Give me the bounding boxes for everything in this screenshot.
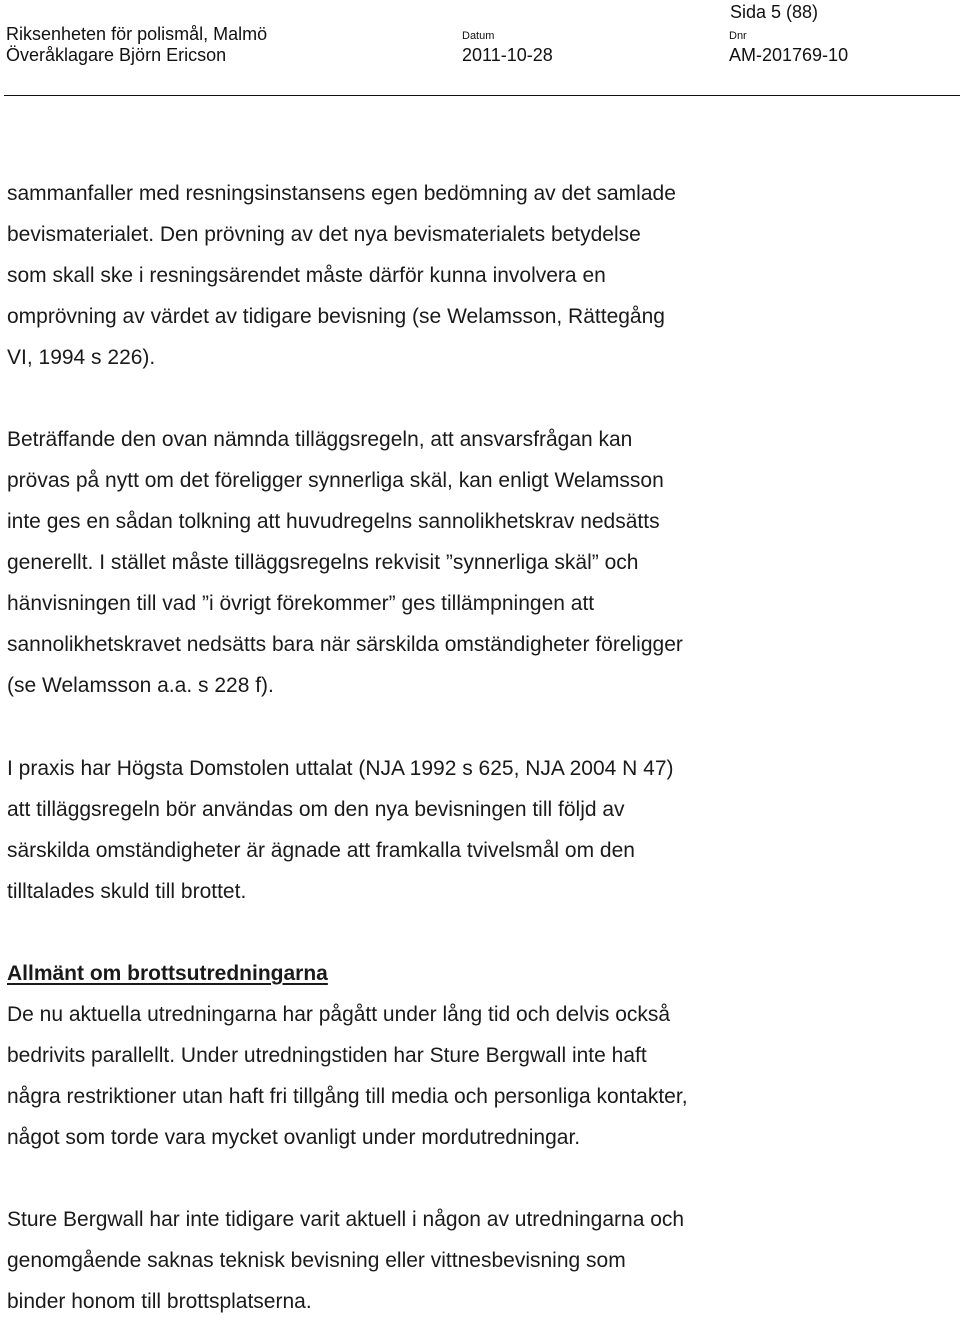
text-line: tilltalades skuld till brottet. bbox=[7, 880, 247, 903]
organization-name: Riksenheten för polismål, Malmö bbox=[6, 24, 268, 44]
text-line: hänvisningen till vad ”i övrigt förekommer” ges tillämpningen att bbox=[7, 592, 595, 615]
text-line: I praxis har Högsta Domstolen uttalat (NJA 1992 s 625, NJA 2004 N 47) bbox=[7, 757, 674, 780]
text-line: De nu aktuella utredningarna har pågått under lång tid och delvis också bbox=[7, 1003, 671, 1026]
text-line: att tilläggsregeln bör användas om den nya bevisningen till följd av bbox=[7, 798, 625, 821]
text-line: binder honom till brottsplatserna. bbox=[7, 1290, 312, 1313]
text-line: särskilda omständigheter är ägnade att framkalla tvivelsmål om den bbox=[7, 839, 635, 862]
paragraph-4 bbox=[7, 994, 957, 1158]
paragraph-5 bbox=[7, 1199, 957, 1322]
date-label: Datum bbox=[462, 30, 495, 42]
author-name: Överåklagare Björn Ericson bbox=[6, 45, 227, 65]
text-line: prövas på nytt om det föreligger synnerliga skäl, kan enligt Welamsson bbox=[7, 469, 664, 492]
dnr-value: AM-201769-10 bbox=[729, 45, 849, 65]
text-line: (se Welamsson a.a. s 228 f). bbox=[7, 674, 274, 697]
paragraph-3 bbox=[7, 748, 957, 912]
header-divider bbox=[4, 95, 960, 96]
text-line: genomgående saknas teknisk bevisning eller vittnesbevisning som bbox=[7, 1249, 626, 1272]
section-heading: Allmänt om brottsutredningarna bbox=[7, 962, 328, 985]
text-line: bevismaterialet. Den prövning av det nya bevismaterialets betydelse bbox=[7, 223, 641, 246]
text-line: några restriktioner utan haft fri tillgång till media och personliga kontakter, bbox=[7, 1085, 688, 1108]
text-line: omprövning av värdet av tidigare bevisning (se Welamsson, Rättegång bbox=[7, 305, 665, 328]
text-line: sammanfaller med resningsinstansens egen bedömning av det samlade bbox=[7, 182, 676, 205]
text-line: Beträffande den ovan nämnda tilläggsregeln, att ansvarsfrågan kan bbox=[7, 428, 633, 451]
page-number: Sida 5 (88) bbox=[730, 2, 819, 22]
paragraph-2 bbox=[7, 419, 957, 706]
paragraph-1 bbox=[7, 173, 957, 378]
text-line: sannolikhetskravet nedsätts bara när särskilda omständigheter föreligger bbox=[7, 633, 683, 656]
text-line: generellt. I stället måste tilläggsregelns rekvisit ”synnerliga skäl” och bbox=[7, 551, 639, 574]
date-value: 2011-10-28 bbox=[462, 45, 553, 65]
text-line: Sture Bergwall har inte tidigare varit aktuell i någon av utredningarna och bbox=[7, 1208, 685, 1231]
text-line: något som torde vara mycket ovanligt under mordutredningar. bbox=[7, 1126, 581, 1149]
text-line: som skall ske i resningsärendet måste därför kunna involvera en bbox=[7, 264, 606, 287]
text-line: VI, 1994 s 226). bbox=[7, 346, 156, 369]
text-line: bedrivits parallellt. Under utredningstiden har Sture Bergwall inte haft bbox=[7, 1044, 647, 1067]
dnr-label: Dnr bbox=[729, 30, 747, 42]
text-line: inte ges en sådan tolkning att huvudregelns sannolikhetskrav nedsätts bbox=[7, 510, 660, 533]
